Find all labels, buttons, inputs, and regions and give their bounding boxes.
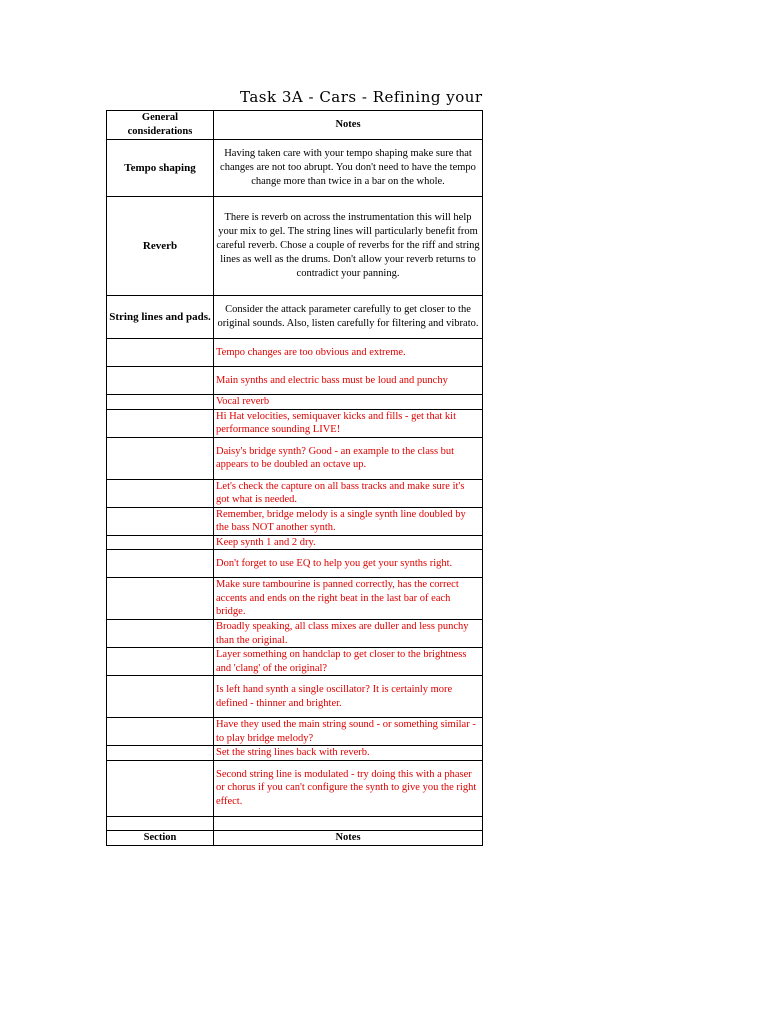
document-title: Task 3A - Cars - Refining your <box>240 88 483 106</box>
feedback-note: Tempo changes are too obvious and extreme. <box>214 339 483 367</box>
table-row <box>107 339 483 367</box>
note-tempo-shaping: Having taken care with your tempo shaping make sure that changes are not too abrupt. You don't need to have the tempo change more than twice in a bar on the whole. <box>214 140 483 197</box>
table-row <box>107 395 483 410</box>
feedback-note: Remember, bridge melody is a single synth line doubled by the bass NOT another synth. <box>214 507 483 535</box>
table-row <box>107 550 483 578</box>
table-row <box>107 760 483 816</box>
feedback-note: Set the string lines back with reverb. <box>214 746 483 761</box>
feedback-note: Keep synth 1 and 2 dry. <box>214 535 483 550</box>
table-row <box>107 507 483 535</box>
note-reverb: There is reverb on across the instrumentation this will help your mix to gel. The string lines will particularly benefit from careful reverb. Chose a couple of reverbs for the riff and string lines as well as the drums. Don't allow your reverb returns to contradict your panning. <box>214 197 483 296</box>
feedback-note: Layer something on handclap to get closer to the brightness and 'clang' of the original? <box>214 648 483 676</box>
table-row <box>107 676 483 718</box>
feedback-note: Vocal reverb <box>214 395 483 410</box>
footer-notes: Notes <box>214 830 483 845</box>
footer-row <box>107 830 483 845</box>
feedback-note: Let's check the capture on all bass tracks and make sure it's got what is needed. <box>214 479 483 507</box>
feedback-note: Hi Hat velocities, semiquaver kicks and fills - get that kit performance sounding LIVE! <box>214 409 483 437</box>
table-row <box>107 746 483 761</box>
table-row <box>107 718 483 746</box>
table-row <box>107 437 483 479</box>
notes-table <box>106 110 483 846</box>
table-row <box>107 578 483 620</box>
feedback-note: Don't forget to use EQ to help you get your synths right. <box>214 550 483 578</box>
table-row <box>107 648 483 676</box>
row-label-tempo-shaping: Tempo shaping <box>107 140 214 197</box>
header-row <box>107 111 483 140</box>
footer-section: Section <box>107 830 214 845</box>
note-string-lines: Consider the attack parameter carefully to get closer to the original sounds. Also, listen carefully for filtering and vibrato. <box>214 296 483 339</box>
feedback-note: Is left hand synth a single oscillator? It is certainly more defined - thinner and brighter. <box>214 676 483 718</box>
header-general-considerations: General considerations <box>107 111 214 140</box>
table-row <box>107 409 483 437</box>
feedback-note: Make sure tambourine is panned correctly, has the correct accents and ends on the right beat in the last bar of each bridge. <box>214 578 483 620</box>
feedback-note: Second string line is modulated - try doing this with a phaser or chorus if you can't configure the synth to give you the right effect. <box>214 760 483 816</box>
table-row <box>107 535 483 550</box>
table-row <box>107 296 483 339</box>
table-row <box>107 197 483 296</box>
header-notes: Notes <box>214 111 483 140</box>
table-row <box>107 479 483 507</box>
table-row <box>107 140 483 197</box>
feedback-note: Main synths and electric bass must be loud and punchy <box>214 367 483 395</box>
table-row <box>107 367 483 395</box>
feedback-note: Daisy's bridge synth? Good - an example to the class but appears to be doubled an octave up. <box>214 437 483 479</box>
row-label-string-lines: String lines and pads. <box>107 296 214 339</box>
feedback-note: Have they used the main string sound - or something similar - to play bridge melody? <box>214 718 483 746</box>
table-row <box>107 816 483 830</box>
row-label-reverb: Reverb <box>107 197 214 296</box>
table-row <box>107 620 483 648</box>
feedback-note: Broadly speaking, all class mixes are duller and less punchy than the original. <box>214 620 483 648</box>
